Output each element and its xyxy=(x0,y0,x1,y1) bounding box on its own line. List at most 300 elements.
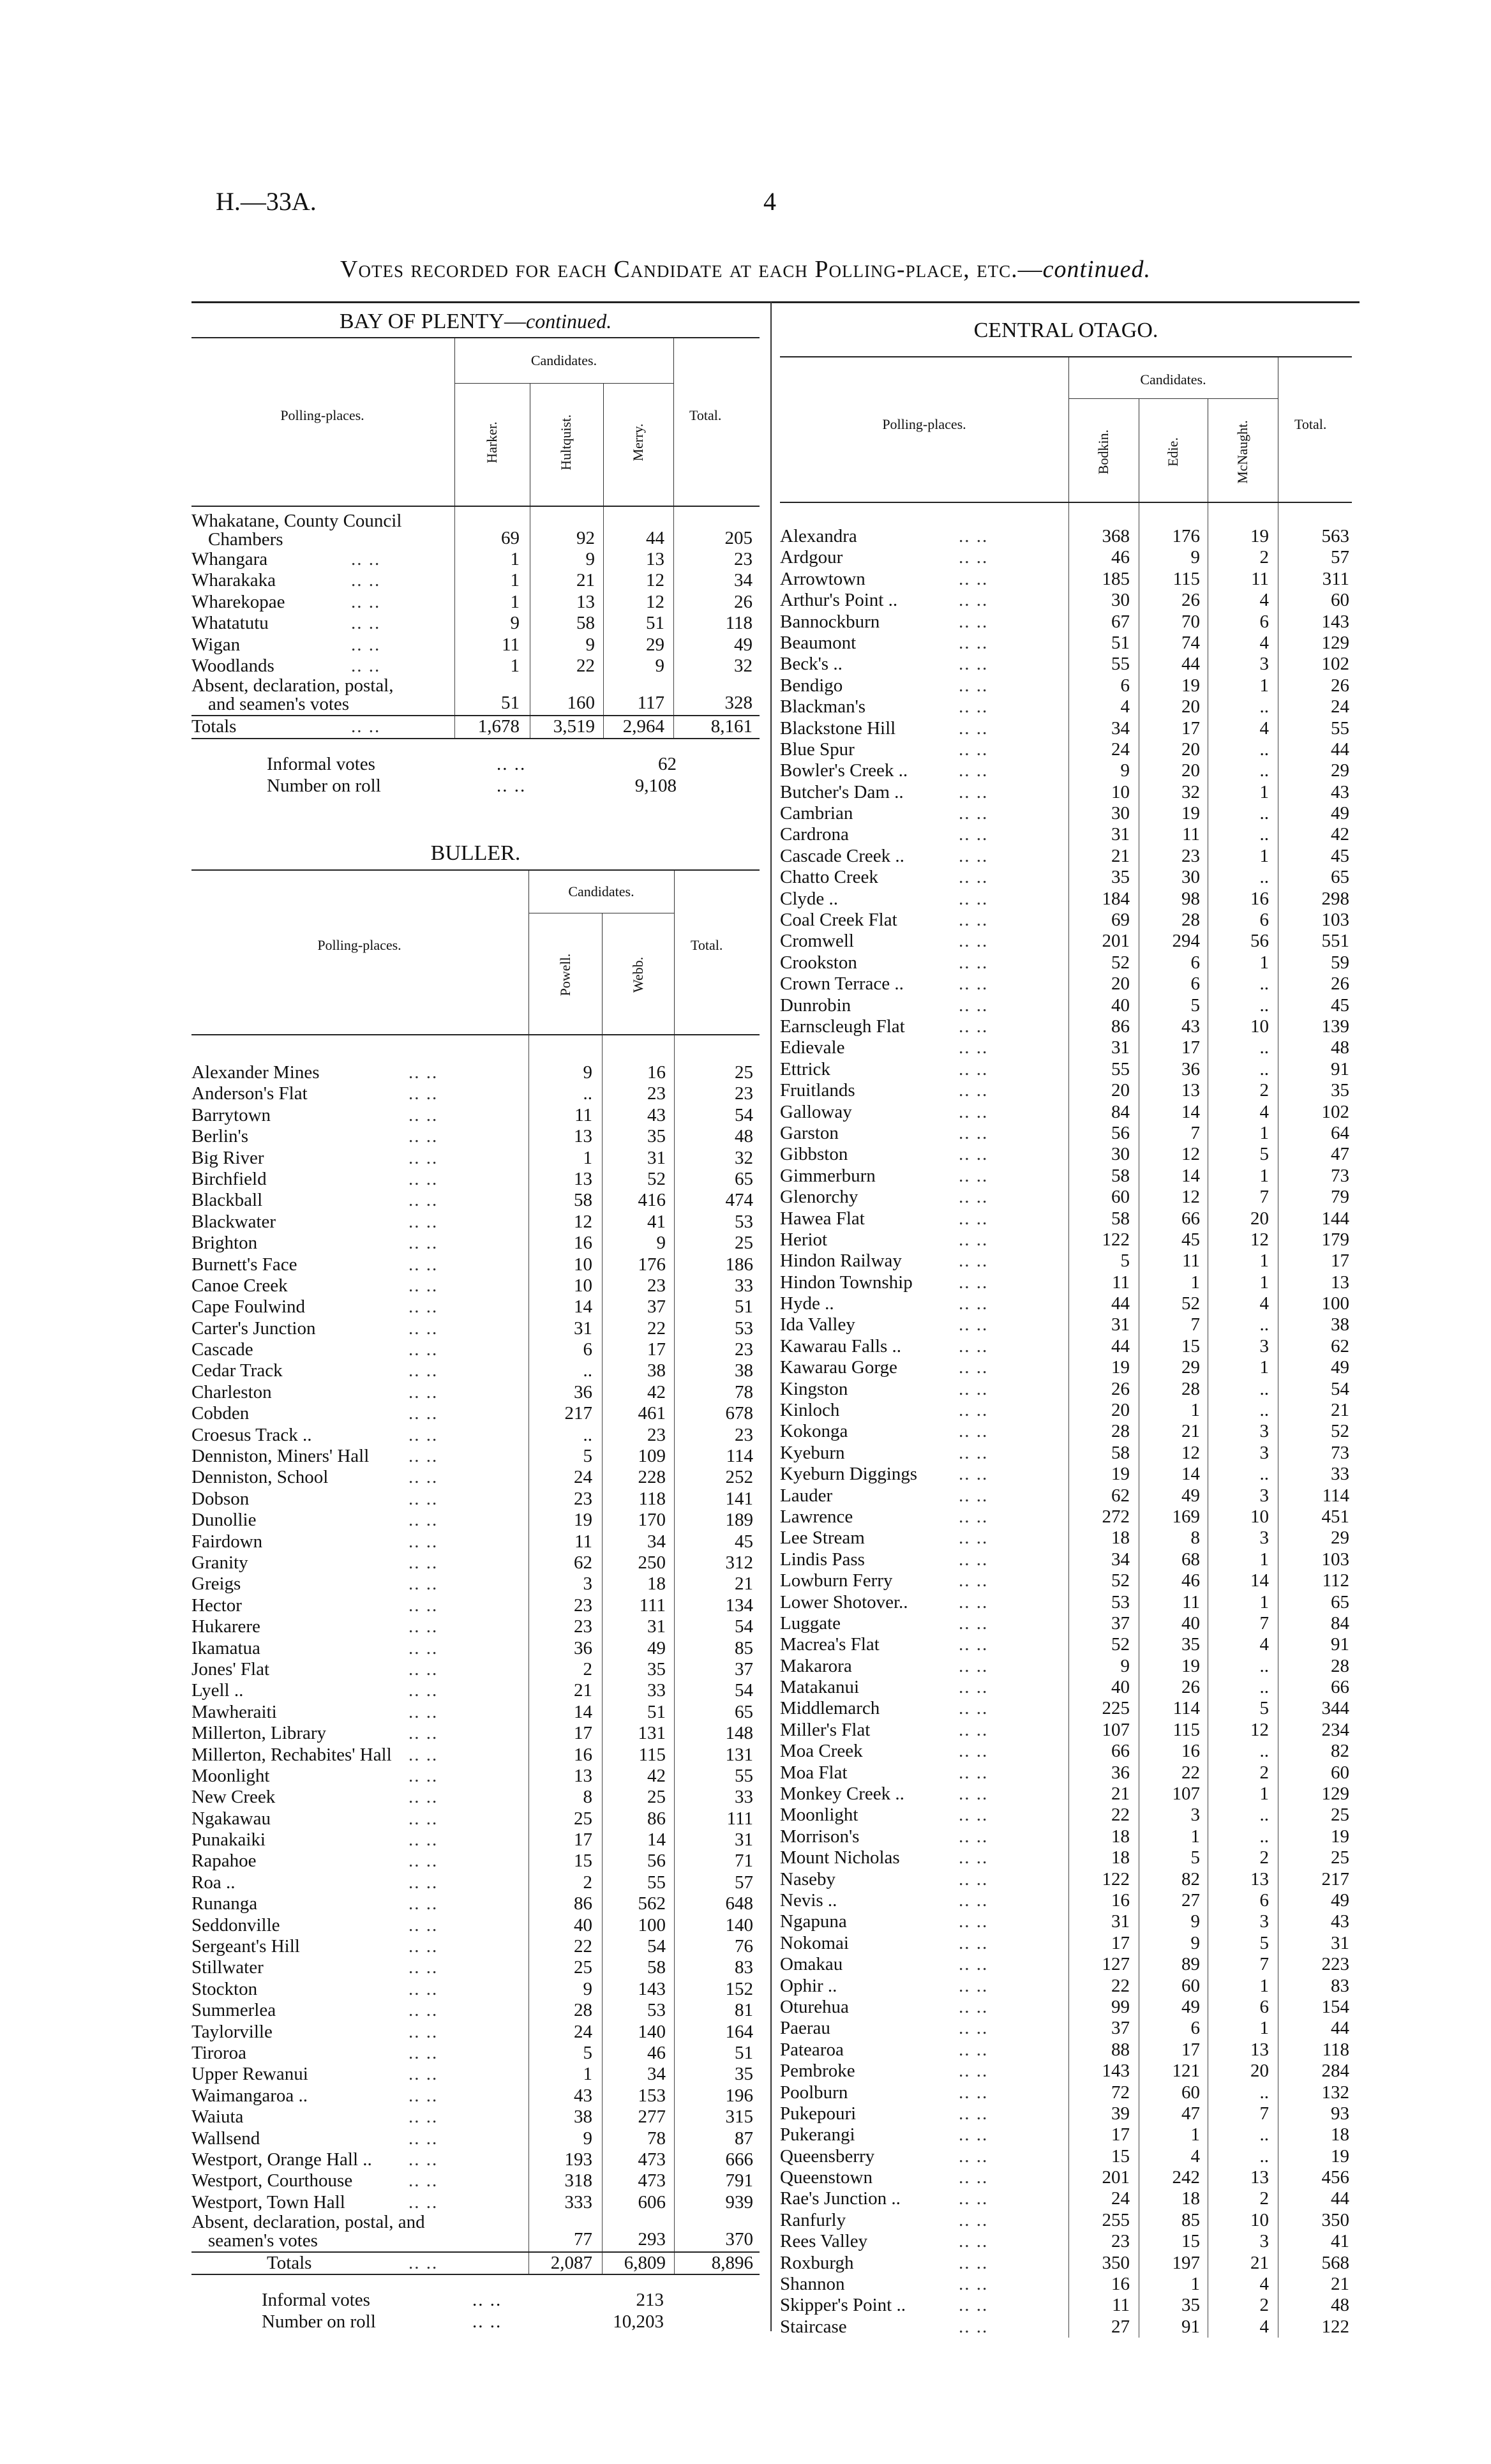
polling-place-name-line: New Creek xyxy=(191,1787,276,1808)
candidate-votes: 44 xyxy=(1111,1335,1130,1356)
candidate-votes: 16 xyxy=(574,1744,592,1765)
polling-place-name xyxy=(191,592,285,613)
row-total: 38 xyxy=(1331,1314,1349,1335)
leader-dots: .. .. xyxy=(408,1467,438,1488)
candidate-votes: 21 xyxy=(576,570,595,591)
candidate-votes: 2 xyxy=(1259,2188,1269,2209)
row-total: 21 xyxy=(1331,1400,1349,1421)
candidate-votes: 6 xyxy=(1259,1996,1269,2017)
table-row xyxy=(191,1296,760,1318)
candidate-votes: 2 xyxy=(1259,1762,1269,1783)
polling-place-name-line: Jones' Flat xyxy=(191,1658,270,1679)
candidate-votes: 31 xyxy=(647,1147,666,1168)
polling-place-name xyxy=(780,1379,848,1400)
candidate-votes: 23 xyxy=(574,1595,592,1616)
polling-place-name-line: Barrytown xyxy=(191,1104,271,1125)
table-row xyxy=(191,1425,760,1446)
leader-dots: .. .. xyxy=(959,1485,989,1506)
polling-place-name xyxy=(780,526,857,547)
candidate-votes: 170 xyxy=(638,1510,666,1531)
leader-dots: .. .. xyxy=(959,1996,989,2017)
row-total: 53 xyxy=(735,1318,753,1339)
candidate-votes: .. xyxy=(583,1360,592,1381)
table-row xyxy=(780,1379,1352,1400)
candidate-votes: 117 xyxy=(637,693,664,714)
candidate-total-votes: 6,809 xyxy=(624,2253,666,2274)
candidate-votes: 8 xyxy=(583,1787,592,1808)
page-title xyxy=(0,255,1491,283)
table-row xyxy=(780,1336,1352,1357)
polling-place-name-line: Monkey Creek .. xyxy=(780,1784,904,1805)
candidate-votes: 4 xyxy=(1259,632,1269,653)
candidate-votes: 153 xyxy=(638,2085,666,2106)
polling-place-name-line: Luggate xyxy=(780,1612,841,1634)
row-total: 134 xyxy=(725,1595,753,1616)
polling-place-name xyxy=(780,995,851,1016)
header-line xyxy=(603,383,604,506)
candidate-votes: 74 xyxy=(1181,632,1200,653)
candidate-votes: 15 xyxy=(1111,2145,1130,2167)
candidate-votes: .. xyxy=(1259,1655,1269,1676)
polling-place-name xyxy=(780,1080,855,1101)
candidate-votes: 28 xyxy=(1181,1378,1200,1399)
candidate-votes: 56 xyxy=(1250,931,1269,952)
polling-place-name xyxy=(191,2170,352,2191)
candidate-votes: 294 xyxy=(1172,931,1200,952)
leader-dots: .. .. xyxy=(408,2128,438,2149)
candidate-votes: 19 xyxy=(574,1510,592,1531)
row-total: 47 xyxy=(1331,1144,1349,1165)
candidate-votes: 23 xyxy=(647,1424,666,1445)
polling-place-name xyxy=(191,1318,316,1339)
table-row xyxy=(780,1166,1352,1187)
row-total: 328 xyxy=(724,693,753,714)
polling-place-name xyxy=(780,760,908,781)
polling-place-name-line: Charleston xyxy=(191,1381,272,1402)
candidate-votes: 12 xyxy=(1250,1229,1269,1250)
polling-place-name xyxy=(191,1979,257,2000)
row-total: 114 xyxy=(1322,1485,1349,1506)
candidate-votes: 46 xyxy=(1111,547,1130,568)
polling-place-name xyxy=(191,1766,269,1787)
row-total: 35 xyxy=(735,2064,753,2085)
row-total: 35 xyxy=(1331,1080,1349,1101)
table-row xyxy=(780,1592,1352,1613)
table-row xyxy=(780,803,1352,824)
polling-place-name xyxy=(780,1506,853,1528)
row-total: 65 xyxy=(735,1168,753,1189)
candidate-votes: 86 xyxy=(1111,1016,1130,1037)
table-row xyxy=(780,696,1352,717)
table-row xyxy=(191,592,760,613)
candidate-votes: 115 xyxy=(1173,568,1200,589)
polling-place-name-line: Seddonville xyxy=(191,1914,280,1935)
polling-place-name xyxy=(780,1997,849,2018)
polling-place-name-line: Whakatane, County Council xyxy=(191,511,402,531)
polling-place-name xyxy=(191,1638,260,1659)
polling-place-name-line: Cascade Creek .. xyxy=(780,845,904,866)
leader-dots: .. .. xyxy=(959,2274,989,2295)
candidate-votes: 5 xyxy=(1259,1932,1269,1953)
leader-dots: .. .. xyxy=(408,1318,438,1339)
polling-place-name-line: Kyeburn xyxy=(780,1442,845,1463)
leader-dots: .. .. xyxy=(351,655,381,676)
candidate-votes: 10 xyxy=(1111,781,1130,802)
polling-place-name xyxy=(780,718,895,739)
candidate-votes: 184 xyxy=(1102,888,1130,909)
row-total: 344 xyxy=(1321,1698,1349,1719)
row-total: 678 xyxy=(725,1403,753,1424)
candidate-votes: 52 xyxy=(1111,952,1130,973)
polling-place-name-line: Dobson xyxy=(191,1488,250,1509)
polling-place-name-line: Gimmerburn xyxy=(780,1165,876,1186)
candidate-votes: 201 xyxy=(1102,2167,1130,2188)
polling-place-name-line: Upper Rewanui xyxy=(191,2064,308,2085)
page-number: 4 xyxy=(763,187,776,216)
table-row xyxy=(780,1911,1352,1932)
polling-place-name xyxy=(191,1745,392,1766)
candidate-votes: 201 xyxy=(1102,931,1130,952)
polling-place-name xyxy=(191,2085,308,2107)
candidate-votes: 52 xyxy=(1111,1570,1130,1591)
leader-dots: .. .. xyxy=(959,803,989,824)
leader-dots: .. .. xyxy=(408,1616,438,1637)
candidate-votes: 26 xyxy=(1181,590,1200,611)
candidate-votes: 21 xyxy=(574,1680,592,1701)
table-row xyxy=(780,952,1352,973)
leader-dots: .. .. xyxy=(959,2188,989,2209)
candidate-votes: 4 xyxy=(1259,590,1269,611)
candidate-votes: 19 xyxy=(1111,1464,1130,1485)
candidate-votes: 23 xyxy=(647,1083,666,1104)
candidate-votes: 10 xyxy=(574,1254,592,1275)
candidate-votes: 3 xyxy=(1259,1335,1269,1356)
candidate-votes: 31 xyxy=(1111,1911,1130,1932)
candidate-votes: 60 xyxy=(1111,1187,1130,1208)
candidate-votes: 34 xyxy=(1111,1549,1130,1570)
leader-dots: .. .. xyxy=(959,1890,989,1911)
candidate-votes: 23 xyxy=(647,1275,666,1296)
candidate-votes: 11 xyxy=(1251,568,1269,589)
leader-dots: .. .. xyxy=(959,2231,989,2252)
candidate-votes: 62 xyxy=(1111,1485,1130,1506)
row-total: 28 xyxy=(1331,1655,1349,1676)
row-total: 65 xyxy=(735,1701,753,1722)
candidate-votes: 17 xyxy=(1111,2124,1130,2145)
table-row xyxy=(191,1574,760,1595)
candidate-votes: 22 xyxy=(574,1936,592,1957)
candidate-votes: 1 xyxy=(1259,1272,1269,1293)
table-row xyxy=(191,2022,760,2043)
table-row xyxy=(780,1443,1352,1464)
leader-dots: .. .. xyxy=(959,1528,989,1549)
leader-dots: .. .. xyxy=(959,1208,989,1229)
candidate-votes: 9 xyxy=(585,549,595,569)
row-total: 26 xyxy=(1331,973,1349,995)
candidate-votes: 52 xyxy=(1181,1293,1200,1314)
candidate-votes: 77 xyxy=(574,2229,592,2250)
candidate-votes: 15 xyxy=(1181,2231,1200,2252)
candidate-votes: 11 xyxy=(1182,1591,1200,1612)
table-row xyxy=(191,1169,760,1190)
leader-dots: .. .. xyxy=(959,1165,989,1186)
polling-place-name-line: Galloway xyxy=(780,1101,852,1122)
row-total: 49 xyxy=(734,634,753,655)
candidate-votes: 19 xyxy=(1181,675,1200,696)
polling-place-name xyxy=(780,1570,892,1591)
polling-place-name xyxy=(191,1680,243,1701)
candidate-votes: 51 xyxy=(647,1701,666,1722)
candidate-votes: 38 xyxy=(647,1360,666,1381)
table-row xyxy=(780,2188,1352,2209)
polling-place-name-line: Stillwater xyxy=(191,1957,264,1978)
polling-place-name-line: Lindis Pass xyxy=(780,1549,865,1570)
table-row xyxy=(780,1720,1352,1741)
candidate-votes: 16 xyxy=(647,1062,666,1083)
polling-place-name xyxy=(780,1549,865,1570)
row-total: 45 xyxy=(1331,845,1349,866)
bay-of-plenty-title-continued: continued. xyxy=(526,310,612,333)
candidate-votes: 31 xyxy=(1111,1037,1130,1058)
row-total: 48 xyxy=(735,1126,753,1147)
leader-dots: .. .. xyxy=(959,632,989,653)
row-total: 23 xyxy=(735,1424,753,1445)
candidate-votes: 4 xyxy=(1259,2274,1269,2295)
leader-dots: .. .. xyxy=(959,547,989,568)
polling-place-name xyxy=(780,1784,904,1805)
candidate-votes: 20 xyxy=(1181,739,1200,760)
table-row xyxy=(191,1872,760,1893)
leader-dots: .. .. xyxy=(959,1954,989,1975)
candidate-votes: 13 xyxy=(1250,2039,1269,2060)
polling-place-name xyxy=(780,1762,848,1784)
polling-place-name-line: Moa Creek xyxy=(780,1741,863,1762)
polling-place-name xyxy=(780,1357,897,1378)
candidate-votes: .. xyxy=(1259,760,1269,781)
polling-place-name xyxy=(780,2274,845,2295)
candidate-votes: 36 xyxy=(574,1381,592,1402)
candidate-votes: 1 xyxy=(583,1147,592,1168)
candidate-votes: 39 xyxy=(1111,2103,1130,2124)
row-total: 32 xyxy=(735,1147,753,1168)
candidate-votes: 16 xyxy=(1181,1741,1200,1762)
leader-dots: .. .. xyxy=(959,1144,989,1165)
polling-place-name xyxy=(780,633,856,654)
row-total: 118 xyxy=(1322,2039,1349,2060)
candidate-votes: 55 xyxy=(647,1872,666,1893)
table-row xyxy=(780,1400,1352,1421)
candidate-votes: 1 xyxy=(1259,675,1269,696)
polling-place-name xyxy=(780,1720,870,1741)
table-row xyxy=(780,1869,1352,1890)
table-row xyxy=(780,2018,1352,2039)
row-total: 189 xyxy=(725,1510,753,1531)
leader-dots: .. .. xyxy=(959,2082,989,2103)
row-total: 51 xyxy=(735,2042,753,2063)
candidate-votes: 17 xyxy=(647,1339,666,1360)
leader-dots: .. .. xyxy=(408,2042,438,2063)
candidate-votes: 56 xyxy=(647,1851,666,1872)
row-total: 140 xyxy=(725,1914,753,1935)
polling-place-name xyxy=(191,1446,369,1467)
polling-place-name xyxy=(191,1275,288,1296)
polling-place-name-line: Stockton xyxy=(191,1978,258,1999)
table-row xyxy=(191,2107,760,2128)
row-total: 118 xyxy=(725,613,753,634)
row-total: 83 xyxy=(1331,1975,1349,1996)
polling-place-name-line: Blackwater xyxy=(191,1211,276,1232)
polling-place-name xyxy=(191,1531,262,1552)
polling-place-name-line: Lauder xyxy=(780,1485,833,1506)
table-row xyxy=(780,1741,1352,1762)
polling-place-name xyxy=(191,1893,257,1914)
leader-dots: .. .. xyxy=(959,2167,989,2188)
candidate-votes: 368 xyxy=(1102,526,1130,546)
table-row xyxy=(780,1954,1352,1975)
leader-dots: .. .. xyxy=(408,1872,438,1893)
row-total: 312 xyxy=(725,1552,753,1573)
candidate-votes: 20 xyxy=(1181,696,1200,717)
table-row xyxy=(780,1464,1352,1485)
polling-place-name-line: Westport, Orange Hall .. xyxy=(191,2149,372,2170)
leader-dots: .. .. xyxy=(408,1147,438,1168)
total-header: Total. xyxy=(1294,416,1327,432)
candidate-votes: 45 xyxy=(1181,1229,1200,1250)
candidate-votes: 217 xyxy=(564,1403,592,1424)
candidate-votes: 4 xyxy=(1259,1101,1269,1122)
candidate-votes: 1 xyxy=(1259,1122,1269,1143)
candidate-votes: 160 xyxy=(567,693,595,714)
polling-place-name-line: Glenorchy xyxy=(780,1187,858,1208)
row-total: 55 xyxy=(1331,717,1349,739)
polling-place-name xyxy=(191,1595,242,1616)
polling-place-name xyxy=(191,613,269,634)
row-total: 57 xyxy=(1331,547,1349,568)
row-total: 217 xyxy=(1321,1868,1349,1889)
leader-dots: .. .. xyxy=(959,2145,989,2167)
leader-dots: .. .. xyxy=(408,2064,438,2085)
polling-place-name xyxy=(780,1144,848,1165)
candidate-votes: 121 xyxy=(1172,2061,1200,2082)
polling-place-name xyxy=(780,696,865,717)
candidate-header: Bodkin. xyxy=(1095,429,1111,475)
table-row xyxy=(780,1570,1352,1591)
polling-place-name-line: Millerton, Library xyxy=(191,1723,327,1744)
candidates-header: Candidates. xyxy=(1140,372,1206,387)
row-total: 144 xyxy=(1321,1208,1349,1229)
candidate-votes: 5 xyxy=(1120,1251,1130,1272)
leader-dots: .. .. xyxy=(408,2085,438,2106)
candidate-votes: 19 xyxy=(1181,803,1200,824)
table-row xyxy=(191,1680,760,1701)
polling-place-name-line: Kokonga xyxy=(780,1421,848,1442)
row-total: 37 xyxy=(735,1658,753,1679)
table-row xyxy=(191,1062,760,1083)
candidate-votes: .. xyxy=(1259,1037,1269,1058)
candidate-votes: 5 xyxy=(1259,1698,1269,1719)
table-row xyxy=(191,1467,760,1488)
table-row xyxy=(780,1890,1352,1911)
candidate-votes: 118 xyxy=(638,1488,666,1509)
table-row xyxy=(191,656,760,677)
candidate-votes: 32 xyxy=(1181,781,1200,802)
candidate-votes: 49 xyxy=(647,1637,666,1658)
candidate-votes: 58 xyxy=(576,613,595,634)
leader-dots: .. .. xyxy=(959,1187,989,1208)
leader-dots: .. .. xyxy=(408,1254,438,1275)
leader-dots: .. .. xyxy=(959,1570,989,1591)
row-total: 284 xyxy=(1321,2061,1349,2082)
candidate-votes: 1 xyxy=(510,591,520,612)
candidate-votes: .. xyxy=(1259,1805,1269,1826)
row-total: 49 xyxy=(1331,1890,1349,1911)
polling-places-header: Polling-places. xyxy=(280,407,364,423)
candidate-votes: 4 xyxy=(1259,1634,1269,1655)
row-total: 51 xyxy=(735,1296,753,1318)
polling-place-name-line: Whangara xyxy=(191,549,268,569)
polling-place-name-line: Fruitlands xyxy=(780,1080,855,1101)
polling-place-name xyxy=(191,1851,256,1872)
polling-place-name-line: Canoe Creek xyxy=(191,1275,288,1296)
table-row xyxy=(191,1126,760,1147)
polling-place-name-line: Granity xyxy=(191,1552,248,1573)
candidate-votes: 131 xyxy=(638,1723,666,1744)
candidate-votes: 7 xyxy=(1259,1612,1269,1634)
polling-place-name-line: Bowler's Creek .. xyxy=(780,760,908,781)
polling-place-name xyxy=(780,2210,846,2231)
candidate-votes: 11 xyxy=(1182,824,1200,845)
row-total: 350 xyxy=(1321,2209,1349,2230)
table-row xyxy=(780,612,1352,633)
candidate-votes: 176 xyxy=(1172,526,1200,546)
candidate-votes: 3 xyxy=(1259,1911,1269,1932)
candidate-votes: 4 xyxy=(1259,2316,1269,2337)
row-total: 19 xyxy=(1331,2145,1349,2167)
row-total: 57 xyxy=(735,1872,753,1893)
polling-place-name xyxy=(191,1339,253,1360)
table-row xyxy=(780,2124,1352,2145)
candidate-votes: 9 xyxy=(656,1233,666,1254)
candidate-votes: 12 xyxy=(1181,1187,1200,1208)
leader-dots: .. .. xyxy=(959,2209,989,2230)
column-divider xyxy=(770,301,772,2331)
leader-dots: .. .. xyxy=(959,1655,989,1676)
polling-place-name xyxy=(191,1360,283,1381)
polling-place-name-line: Lee Stream xyxy=(780,1528,865,1549)
candidate-votes: 23 xyxy=(574,1616,592,1637)
leader-dots: .. .. xyxy=(351,591,381,612)
candidate-votes: 169 xyxy=(1172,1506,1200,1527)
candidate-votes: 69 xyxy=(1111,910,1130,931)
candidate-votes: 293 xyxy=(638,2229,666,2250)
table-row xyxy=(191,2192,760,2213)
leader-dots: .. .. xyxy=(959,973,989,995)
polling-place-name xyxy=(780,569,865,590)
candidate-votes: 6 xyxy=(1190,2018,1200,2039)
row-total: 83 xyxy=(735,1957,753,1978)
polling-place-name-line: Lyell .. xyxy=(191,1680,244,1701)
leader-dots: .. .. xyxy=(959,995,989,1016)
table-row xyxy=(780,1123,1352,1144)
row-total: 102 xyxy=(1321,654,1349,675)
candidates-header: Candidates. xyxy=(530,352,597,368)
candidate-votes: 100 xyxy=(638,1914,666,1935)
table-row xyxy=(191,1659,760,1680)
candidate-votes: 107 xyxy=(1172,1784,1200,1805)
candidate-votes: 7 xyxy=(1190,1314,1200,1335)
candidate-votes: 23 xyxy=(1111,2231,1130,2252)
leader-dots: .. .. xyxy=(959,1506,989,1527)
